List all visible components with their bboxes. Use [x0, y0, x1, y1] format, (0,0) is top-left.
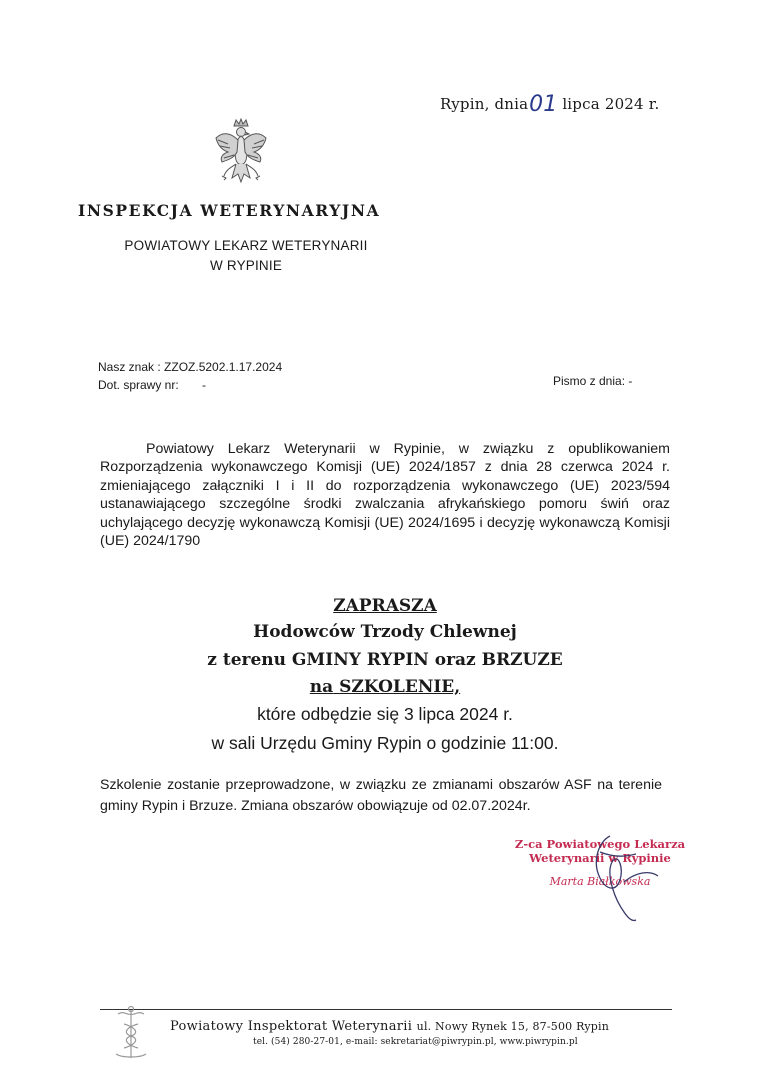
footer-institution: [170, 1019, 609, 1034]
our-reference-label: Nasz znak :: [98, 360, 161, 374]
case-reference-label: Dot. sprawy nr:: [98, 378, 179, 392]
invitation-event-na: na: [309, 677, 334, 697]
invitation-date: które odbędzie się 3 lipca 2024 r.: [257, 704, 513, 724]
office-name: [96, 236, 396, 276]
intro-paragraph: Powiatowy Lekarz Weterynarii w Rypinie, w związku z opublikowaniem Rozporządzenia wykonawczego Komisji (UE) 2024/1857 z dnia 28 czerwca 2024 r. zmieniającego załączniki I i II do rozporządzenia wykonawczego (UE) 2023/594 ustanawiającego szczególne środki zwalczania afrykańskiego pomoru świń oraz uchylającego decyzję wykonawczą Komisji (UE) 2024/1695 i decyzję wykonawczą Komisji (UE) 2024/1790: [100, 441, 670, 550]
date-month-year: lipca 2024 r.: [562, 95, 660, 113]
letter-date-label: Pismo z dnia:: [553, 374, 626, 388]
our-reference: [98, 360, 282, 374]
document-date: [440, 90, 659, 115]
footer-contact: tel. (54) 280-27-01, e-mail: sekretariat@piwrypin.pl, www.piwrypin.pl: [253, 1037, 578, 1047]
footer-name: Powiatowy Inspektorat Weterynarii: [170, 1019, 413, 1034]
footer-address: ul. Nowy Rynek 15, 87-500 Rypin: [416, 1020, 610, 1033]
invitation-area: z terenu GMINY RYPIN oraz BRZUZE: [207, 650, 563, 670]
invitation-place: w sali Urzędu Gminy Rypin o godzinie 11:00.: [211, 733, 559, 753]
institution-title: INSPEKCJA WETERYNARYJNA: [78, 201, 381, 220]
polish-eagle-icon: [212, 118, 270, 188]
case-reference-value: -: [202, 378, 207, 392]
letter-date: [553, 374, 632, 388]
office-name-line2: W RYPINIE: [209, 258, 283, 273]
date-day-handwritten: 01: [529, 92, 558, 117]
footer-divider: [100, 1009, 672, 1010]
date-city: Rypin, dnia: [440, 95, 529, 113]
letter-date-value: -: [628, 374, 633, 388]
office-name-line1: POWIATOWY LEKARZ WETERYNARII: [124, 238, 368, 253]
handwritten-signature: [540, 832, 690, 924]
stamp-line2: Weterynarii w Rypinie: [529, 851, 671, 865]
our-reference-value: ZZOZ.5202.1.17.2024: [164, 360, 283, 374]
case-reference: [98, 378, 206, 392]
invitation-event-name: SZKOLENIE,: [339, 677, 461, 697]
invitation-audience: Hodowców Trzody Chlewnej: [253, 622, 517, 642]
stamp-line1: Z-ca Powiatowego Lekarza: [514, 837, 686, 851]
caduceus-icon: [106, 1004, 156, 1062]
invitation-heading: ZAPRASZA: [333, 596, 437, 616]
stamp-signatory: Marta Białkowska: [549, 875, 651, 888]
info-paragraph: Szkolenie zostanie przeprowadzone, w związku ze zmianami obszarów ASF na terenie gminy Rypin i Brzuze. Zmiana obszarów obowiązuje od 02.07.2024r.: [100, 777, 662, 814]
invitation-event: [100, 677, 670, 697]
